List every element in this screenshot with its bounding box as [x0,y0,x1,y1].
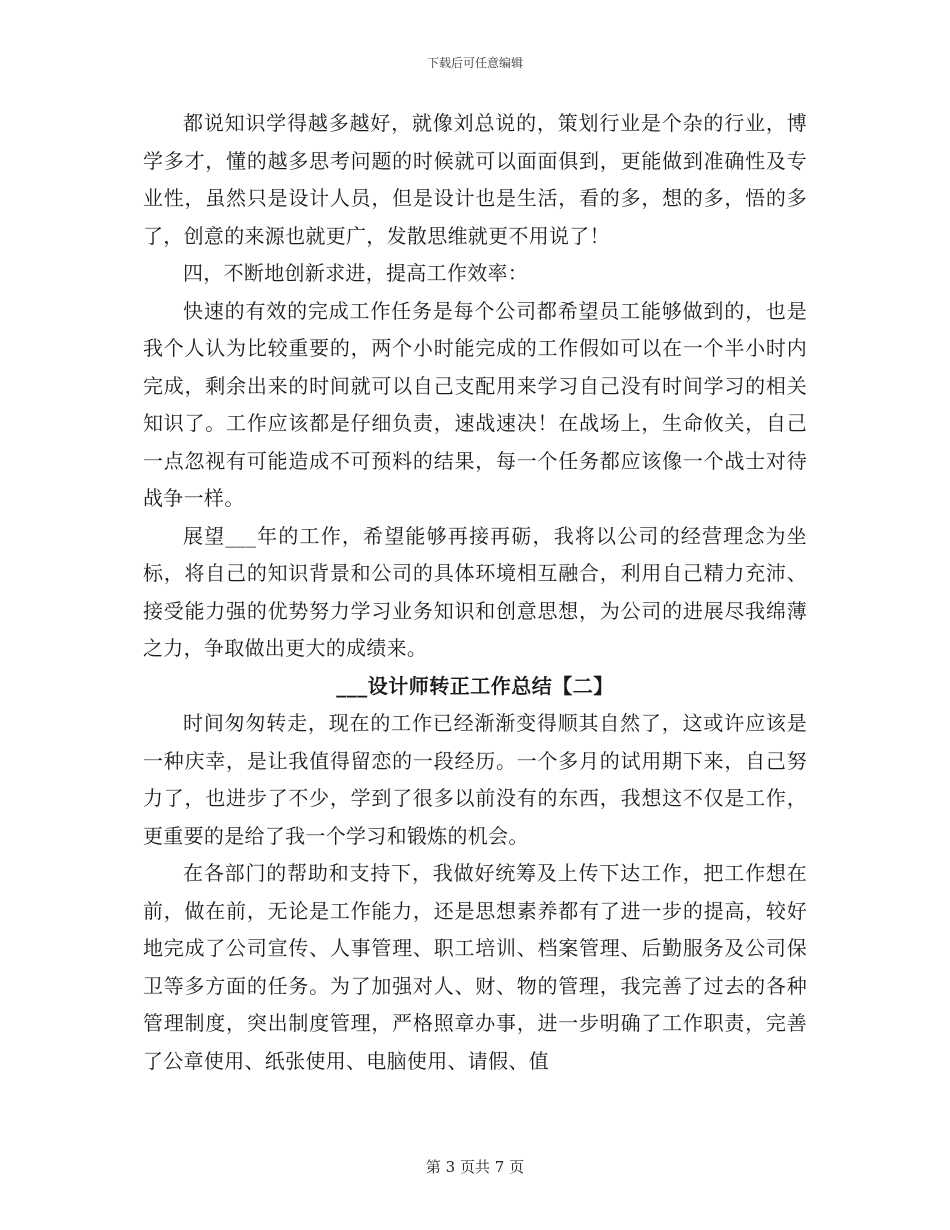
paragraph-outlook: 展望___年的工作，希望能够再接再砺，我将以公司的经营理念为坐标，将自己的知识背景和公司的具体环境相互融合，利用自己精力充沛、接受能力强的优势努力学习业务知识和创意思想，为公司的进展尽我绵薄之力，争取做出更大的成绩来。 [143,523,807,660]
paragraph-knowledge: 都说知识学得越多越好，就像刘总说的，策划行业是个杂的行业，博学多才，懂的越多思考问题的时候就可以面面俱到，更能做到准确性及专业性，虽然只是设计人员，但是设计也是生活，看的多，想的多，悟的多了，创意的来源也就更广，发散思维就更不用说了！ [143,111,807,248]
paragraph-time-passes: 时间匆匆转走，现在的工作已经渐渐变得顺其自然了，这或许应该是一种庆幸，是让我值得留恋的一段经历。一个多月的试用期下来，自己努力了，也进步了不少，学到了很多以前没有的东西，我想这不仅是工作，更重要的是给了我一个学习和锻炼的机会。 [143,711,807,848]
paragraph-efficiency: 快速的有效的完成工作任务是每个公司都希望员工能够做到的，也是我个人认为比较重要的，两个小时能完成的工作假如可以在一个半小时内完成，剩余出来的时间就可以自己支配用来学习自己没有时间学习的相关知识了。工作应该都是仔细负责，速战速决！在战场上，生命攸关，自己一点忽视有可能造成不可预料的结果，每一个任务都应该像一个战士对待战争一样。 [143,298,807,510]
section-title: ___设计师转正工作总结【二】 [336,673,614,698]
document-body [143,105,807,1080]
download-note: 下载后可任意编辑 [426,56,523,70]
paragraph-section-four: 四，不断地创新求进，提高工作效率： [183,261,529,285]
page-number: 第 3 页共 7 页 [425,1158,525,1176]
paragraph-departments: 在各部门的帮助和支持下，我做好统筹及上传下达工作，把工作想在前，做在前，无论是工作能力，还是思想素养都有了进一步的提高，较好地完成了公司宣传、人事管理、职工培训、档案管理、后勤服务及公司保卫等多方面的任务。为了加强对人、财、物的管理，我完善了过去的各种管理制度，突出制度管理，严格照章办事，进一步明确了工作职责，完善了公章使用、纸张使用、电脑使用、请假、值 [143,861,807,1073]
